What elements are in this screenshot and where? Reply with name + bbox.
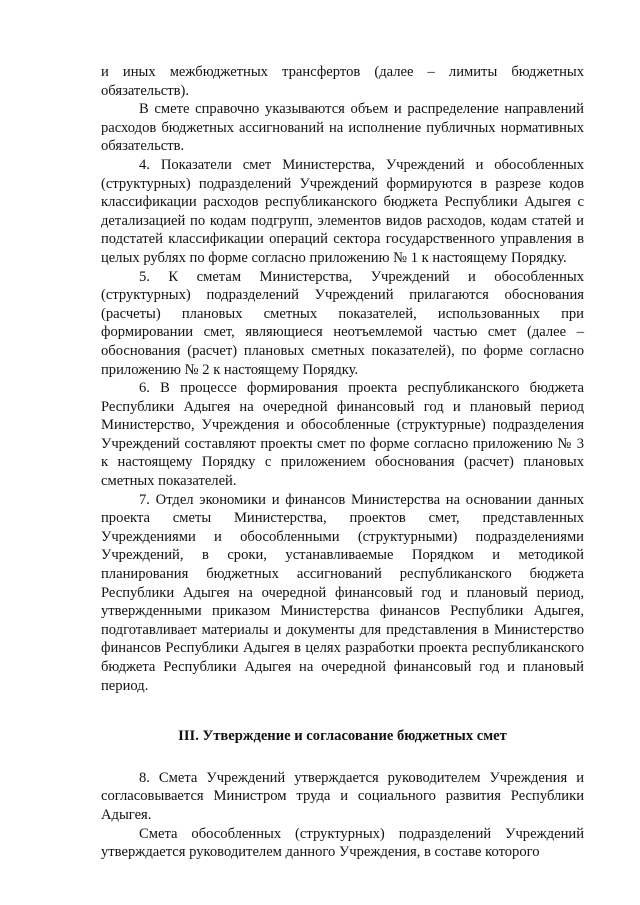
paragraph: 7. Отдел экономики и финансов Министерства на основании данных проекта сметы Министерства, проектов смет, представленных Учреждениями и обособленными (структурными) подразделениями Учреждений, в сроки, устанавливаемые Порядком и методикой планирования бюджетных ассигнований республиканского бюджета Республики Адыгея на очередной финансовый год и плановый период, утвержденными приказом Министерства финансов Республики Адыгея, подготавливает материалы и документы для представления в Министерство финансов Республики Адыгея в целях разработки проекта республиканского бюджета Республики Адыгея на очередной финансовый год и плановый период. bbox=[101, 491, 584, 694]
paragraph: и иных межбюджетных трансфертов (далее – лимиты бюджетных обязательств). bbox=[101, 64, 584, 99]
paragraph: В смете справочно указываются объем и распределение направлений расходов бюджетных ассигнований на исполнение публичных нормативных обязательств. bbox=[101, 101, 584, 155]
paragraph: 6. В процессе формирования проекта республиканского бюджета Республики Адыгея на очередной финансовый год и плановый период Министерство, Учреждения и обособленные (структурные) подразделения Учреждений составляют проекты смет по форме согласно приложению № 3 к настоящему Порядку с приложением обоснования (расчет) плановых сметных показателей. bbox=[101, 380, 584, 490]
paragraph: 8. Смета Учреждений утверждается руководителем Учреждения и согласовывается Министром труда и социального развития Республики Адыгея. bbox=[101, 769, 584, 823]
paragraph: Смета обособленных (структурных) подразделений Учреждений утверждается руководителем данного Учреждения, в составе которого bbox=[101, 825, 584, 861]
paragraph: 5. К сметам Министерства, Учреждений и обособленных (структурных) подразделений Учреждений прилагаются обоснования (расчеты) плановых сметных показателей, использованных при формировании смет, являющиеся неотъемлемой частью смет (далее – обоснования (расчет) плановых сметных показателей), по форме согласно приложению № 2 к настоящему Порядку. bbox=[101, 268, 584, 378]
section-heading: III. Утверждение и согласование бюджетных смет bbox=[178, 728, 507, 745]
document-page bbox=[101, 63, 584, 862]
paragraph: 4. Показатели смет Министерства, Учреждений и обособленных (структурных) подразделений Учреждений формируются в разрезе кодов классификации расходов республиканского бюджета Республики Адыгея с детализацией по кодам подгрупп, элементов видов расходов, кодам статей и подстатей классификации операций сектора государственного управления в целых рублях по форме согласно приложению № 1 к настоящему Порядку. bbox=[101, 156, 584, 266]
